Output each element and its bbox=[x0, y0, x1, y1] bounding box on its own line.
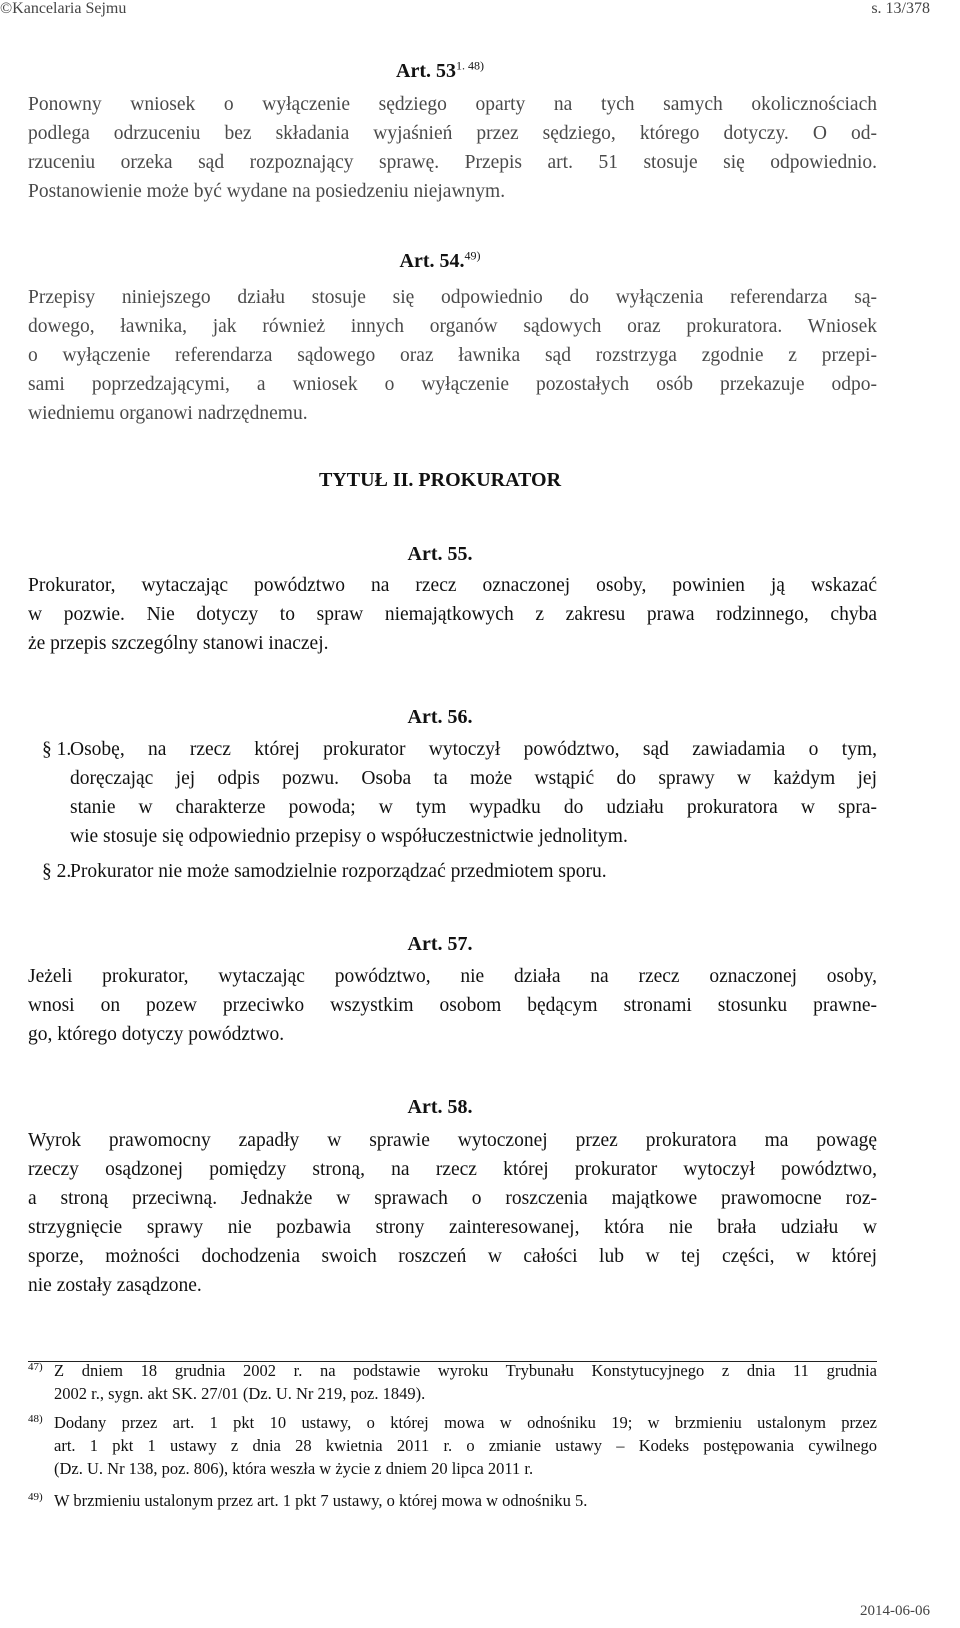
art53-text: Ponowny wniosek o wyłączenie sędziego oparty na tych samych okolicznościach podlega odrzuceniu bez składania wyjaśnień przez sędziego, którego dotyczy. O od- rzuceniu orzeka sąd rozpoznający sprawę. Przepis art. 51 stosuje się odpowiednio. Postanowienie może być wydane na posiedzeniu niejawnym. bbox=[28, 94, 877, 202]
art57-title: Art. 57. bbox=[407, 933, 473, 955]
art55-title: Art. 55. bbox=[407, 543, 473, 565]
footer-date: 2014-06-06 bbox=[860, 1603, 930, 1619]
art57-text: Jeżeli prokurator, wytaczając powództwo, nie działa na rzecz oznaczonej osoby, wnosi on pozew przeciwko wszystkim osobom będącym stronami stosunku prawne- go, którego dotyczy powództwo. bbox=[28, 966, 877, 1045]
art55-text: Prokurator, wytaczając powództwo na rzecz oznaczonej osoby, powinien ją wskazać w pozwie. Nie dotyczy to spraw niemajątkowych z zakresu prawa rodzinnego, chyba że przepis szczególny stanowi inaczej. bbox=[28, 575, 877, 654]
art56-title: Art. 56. bbox=[407, 706, 473, 728]
page-number: s. 13/378 bbox=[871, 0, 930, 17]
section-title: TYTUŁ II. PROKURATOR bbox=[318, 469, 562, 491]
art54-title: Art. 54.$^{49)}$ bbox=[399, 248, 481, 272]
art58-title: Art. 58. bbox=[407, 1096, 473, 1118]
header-left: ©Kancelaria Sejmu bbox=[0, 0, 127, 17]
art54-text: Przepisy niniejszego działu stosuje się odpowiednio do wyłączenia referendarza są- dowego, ławnika, jak również innych organów sądowych oraz prokuratora. Wniosek o wyłączenie referendarza sądowego oraz ławnika sąd rozstrzyga zgodnie z przepi- sami poprzedzającymi, a wniosek o wyłączenie pozostałych osób przekazuje odpo- wiedniemu organowi nadrzędnemu. bbox=[28, 287, 877, 424]
art53-title: Art. $53^{1. 48)}$ bbox=[396, 58, 484, 82]
art58-text: Wyrok prawomocny zapadły w sprawie wytoczonej przez prokuratora ma powagę rzeczy osądzonej pomiędzy stroną, na rzecz której prokurator wytoczył powództwo, a stroną przeciwną. Jednakże w sprawach o roszczenia majątkowe prawomocne roz- strzygnięcie sprawy nie pozbawia strony zainteresowanej, która nie brała udziału w sporze, możności dochodzenia swoich roszczeń w całości lub w tej części, w której nie zostały zasądzone. bbox=[28, 1130, 877, 1296]
